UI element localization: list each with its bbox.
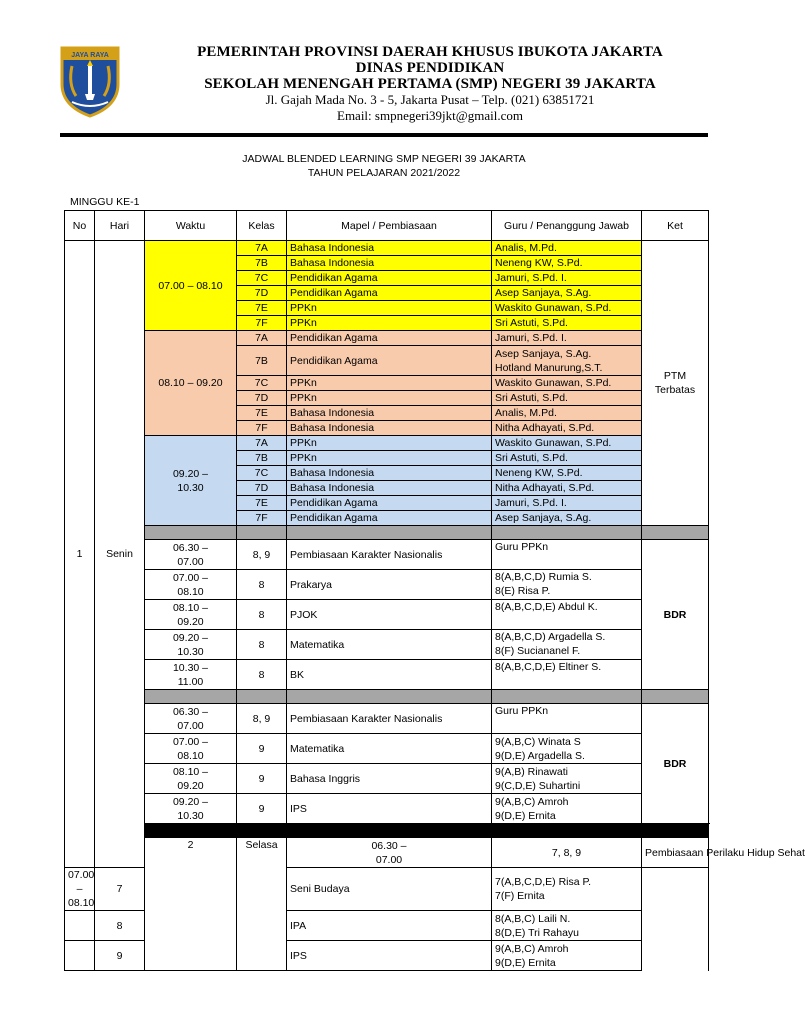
class-cell: 7F bbox=[237, 511, 287, 526]
letterhead bbox=[0, 0, 768, 140]
subject-cell: IPS bbox=[287, 794, 492, 824]
subject-cell: PPKn bbox=[287, 391, 492, 406]
teacher-cell: 9(A,B,C) Amroh 9(D,E) Ernita bbox=[492, 794, 642, 824]
subject-cell: Bahasa Inggris bbox=[287, 764, 492, 794]
letterhead-divider bbox=[60, 133, 708, 137]
subject-cell: Matematika bbox=[287, 734, 492, 764]
class-cell: 8 bbox=[95, 911, 145, 941]
teacher-cell: Guru PPKn bbox=[492, 704, 642, 734]
time-slot: 08.10 – 09.20 bbox=[145, 764, 237, 794]
teacher-cell: 9(A,B,C) Winata S 9(D,E) Argadella S. bbox=[492, 734, 642, 764]
class-cell: 7D bbox=[237, 481, 287, 496]
subject-cell: Bahasa Indonesia bbox=[287, 481, 492, 496]
document-title bbox=[0, 152, 768, 180]
day-name: Selasa bbox=[237, 838, 287, 971]
time-slot: 08.10 – 09.20 bbox=[145, 600, 237, 630]
gov-title: PEMERINTAH PROVINSI DAERAH KHUSUS IBUKOTA JAKARTA bbox=[197, 44, 663, 60]
class-cell: 7D bbox=[237, 391, 287, 406]
col-waktu: Waktu bbox=[145, 211, 237, 241]
time-slot bbox=[65, 911, 95, 941]
teacher-cell: Waskito Gunawan, S.Pd. bbox=[492, 436, 642, 451]
teacher-cell: Neneng KW, S.Pd. bbox=[492, 466, 642, 481]
teacher-cell: Sri Astuti, S.Pd. bbox=[492, 391, 642, 406]
time-slot: 09.20 – 10.30 bbox=[145, 436, 237, 526]
time-slot: 06.30 – 07.00 bbox=[145, 540, 237, 570]
teacher-cell: 7(A,B,C,D,E) Risa P. 7(F) Ernita bbox=[492, 868, 642, 911]
col-kelas: Kelas bbox=[237, 211, 287, 241]
time-slot: 09.20 – 10.30 bbox=[145, 794, 237, 824]
table-row bbox=[65, 660, 709, 690]
class-cell: 8, 9 bbox=[237, 540, 287, 570]
subject-cell: Bahasa Indonesia bbox=[287, 241, 492, 256]
time-slot: 07.00 – 08.10 bbox=[145, 734, 237, 764]
class-cell: 9 bbox=[237, 734, 287, 764]
subject-cell: BK bbox=[287, 660, 492, 690]
subject-cell: Seni Budaya bbox=[287, 868, 492, 911]
schedule-table bbox=[64, 210, 805, 971]
teacher-cell: Jamuri, S.Pd. I. bbox=[492, 271, 642, 286]
class-cell: 7B bbox=[237, 256, 287, 271]
ket-bdr: BDR bbox=[642, 540, 709, 690]
table-row bbox=[65, 794, 709, 824]
col-guru: Guru / Penanggung Jawab bbox=[492, 211, 642, 241]
col-hari: Hari bbox=[95, 211, 145, 241]
time-slot: 06.30 – 07.00 bbox=[287, 838, 492, 868]
teacher-cell: 9(A,B) Rinawati 9(C,D,E) Suhartini bbox=[492, 764, 642, 794]
class-cell: 7D bbox=[237, 286, 287, 301]
subject-cell: Pendidikan Agama bbox=[287, 331, 492, 346]
address: Jl. Gajah Mada No. 3 - 5, Jakarta Pusat – Telp. (021) 63851721 bbox=[265, 92, 595, 107]
subject-cell: Pendidikan Agama bbox=[287, 271, 492, 286]
subject-cell: Pendidikan Agama bbox=[287, 496, 492, 511]
subject-cell: PJOK bbox=[287, 600, 492, 630]
ket-bdr: BDR bbox=[642, 704, 709, 824]
class-cell: 8 bbox=[237, 600, 287, 630]
jakarta-emblem-icon bbox=[58, 44, 122, 118]
time-slot: 07.00 – 08.10 bbox=[145, 570, 237, 600]
subject-cell: IPA bbox=[287, 911, 492, 941]
time-slot bbox=[65, 941, 95, 971]
time-slot: 07.00 – 08.10 bbox=[65, 868, 95, 911]
day-separator-row bbox=[65, 824, 709, 838]
subject-cell: PPKn bbox=[287, 301, 492, 316]
col-no: No bbox=[65, 211, 95, 241]
teacher-cell: 8(A,B,C,D,E) Eltiner S. bbox=[492, 660, 642, 690]
subject-cell: IPS bbox=[287, 941, 492, 971]
dept-title: DINAS PENDIDIKAN bbox=[355, 60, 505, 76]
table-header-row bbox=[65, 211, 709, 241]
teacher-cell: Neneng KW, S.Pd. bbox=[492, 256, 642, 271]
time-slot: 07.00 – 08.10 bbox=[145, 241, 237, 331]
subject-cell: Bahasa Indonesia bbox=[287, 466, 492, 481]
class-cell: 7 bbox=[95, 868, 145, 911]
class-cell: 7F bbox=[237, 421, 287, 436]
subject-cell: Pendidikan Agama bbox=[287, 286, 492, 301]
class-cell: 7, 8, 9 bbox=[492, 838, 642, 868]
subject-cell: PPKn bbox=[287, 376, 492, 391]
day-number: 2 bbox=[145, 838, 237, 971]
class-cell: 7A bbox=[237, 241, 287, 256]
class-cell: 7E bbox=[237, 496, 287, 511]
time-slot: 09.20 – 10.30 bbox=[145, 630, 237, 660]
class-cell: 7A bbox=[237, 436, 287, 451]
class-cell: 8 bbox=[237, 660, 287, 690]
subject-cell: Matematika bbox=[287, 630, 492, 660]
subject-cell: Pendidikan Agama bbox=[287, 346, 492, 376]
class-cell: 7B bbox=[237, 346, 287, 376]
title-line-2: TAHUN PELAJARAN 2021/2022 bbox=[307, 167, 461, 179]
separator-row bbox=[65, 526, 709, 540]
class-cell: 7C bbox=[237, 466, 287, 481]
teacher-cell: 8(A,B,C,D) Argadella S. 8(F) Suciananel F. bbox=[492, 630, 642, 660]
subject-cell: PPKn bbox=[287, 316, 492, 331]
teacher-cell: Asep Sanjaya, S.Ag. bbox=[492, 286, 642, 301]
teacher-cell: Asep Sanjaya, S.Ag. Hotland Manurung,S.T. bbox=[492, 346, 642, 376]
class-cell: 9 bbox=[95, 941, 145, 971]
subject-cell: Prakarya bbox=[287, 570, 492, 600]
title-line-1: JADWAL BLENDED LEARNING SMP NEGERI 39 JAKARTA bbox=[242, 153, 526, 165]
day-name: Senin bbox=[95, 241, 145, 868]
teacher-cell: Waskito Gunawan, S.Pd. bbox=[492, 301, 642, 316]
subject-cell: Pembiasaan Karakter Nasionalis bbox=[287, 704, 492, 734]
class-cell: 9 bbox=[237, 764, 287, 794]
teacher-cell: Analis, M.Pd. bbox=[492, 241, 642, 256]
teacher-cell: 9(A,B,C) Amroh 9(D,E) Ernita bbox=[492, 941, 642, 971]
class-cell: 8, 9 bbox=[237, 704, 287, 734]
subject-cell: Bahasa Indonesia bbox=[287, 406, 492, 421]
time-slot: 06.30 – 07.00 bbox=[145, 704, 237, 734]
table-row bbox=[65, 436, 709, 451]
col-ket: Ket bbox=[642, 211, 709, 241]
table-row bbox=[65, 241, 709, 256]
time-slot: 08.10 – 09.20 bbox=[145, 331, 237, 436]
teacher-cell: Asep Sanjaya, S.Ag. bbox=[492, 511, 642, 526]
teacher-cell: Jamuri, S.Pd. I. bbox=[492, 331, 642, 346]
table-row bbox=[65, 764, 709, 794]
teacher-cell: 8(A,B,C,D) Rumia S. 8(E) Risa P. bbox=[492, 570, 642, 600]
logo-text: JAYA RAYA bbox=[71, 52, 109, 59]
subject-cell: Bahasa Indonesia bbox=[287, 421, 492, 436]
class-cell: 9 bbox=[237, 794, 287, 824]
subject-cell: PPKn bbox=[287, 436, 492, 451]
subject-cell: Bahasa Indonesia bbox=[287, 256, 492, 271]
class-cell: 8 bbox=[237, 630, 287, 660]
day-number: 1 bbox=[65, 241, 95, 868]
school-title: SEKOLAH MENENGAH PERTAMA (SMP) NEGERI 39 JAKARTA bbox=[204, 76, 656, 92]
teacher-cell: Nitha Adhayati, S.Pd. bbox=[492, 481, 642, 496]
table-row bbox=[65, 331, 709, 346]
teacher-cell: 8(A,B,C,D,E) Abdul K. bbox=[492, 600, 642, 630]
class-cell: 7E bbox=[237, 301, 287, 316]
class-cell: 7A bbox=[237, 331, 287, 346]
table-row bbox=[65, 630, 709, 660]
table-row bbox=[65, 570, 709, 600]
teacher-cell: 8(A,B,C) Laili N. 8(D,E) Tri Rahayu bbox=[492, 911, 642, 941]
class-cell: 7E bbox=[237, 406, 287, 421]
subject-cell: Pembiasaan Perilaku Hidup Sehat bbox=[642, 838, 709, 868]
teacher-cell: Analis, M.Pd. bbox=[492, 406, 642, 421]
class-cell: 7C bbox=[237, 271, 287, 286]
teacher-cell: Nitha Adhayati, S.Pd. bbox=[492, 421, 642, 436]
table-row bbox=[65, 734, 709, 764]
separator-row bbox=[65, 690, 709, 704]
subject-cell: PPKn bbox=[287, 451, 492, 466]
table-row bbox=[65, 838, 709, 868]
teacher-cell: Waskito Gunawan, S.Pd. bbox=[492, 376, 642, 391]
teacher-cell: Sri Astuti, S.Pd. bbox=[492, 316, 642, 331]
teacher-cell: Sri Astuti, S.Pd. bbox=[492, 451, 642, 466]
col-mapel: Mapel / Pembiasaan bbox=[287, 211, 492, 241]
email: Email: smpnegeri39jkt@gmail.com bbox=[337, 108, 523, 123]
class-cell: 7C bbox=[237, 376, 287, 391]
subject-cell: Pendidikan Agama bbox=[287, 511, 492, 526]
table-row bbox=[65, 600, 709, 630]
week-label: MINGGU KE-1 bbox=[70, 196, 140, 208]
teacher-cell: Guru PPKn bbox=[492, 540, 642, 570]
class-cell: 8 bbox=[237, 570, 287, 600]
teacher-cell: Jamuri, S.Pd. I. bbox=[492, 496, 642, 511]
ket-ptm: PTM Terbatas bbox=[642, 241, 709, 526]
class-cell: 7F bbox=[237, 316, 287, 331]
table-row bbox=[65, 540, 709, 570]
class-cell: 7B bbox=[237, 451, 287, 466]
table-row bbox=[65, 704, 709, 734]
time-slot: 10.30 – 11.00 bbox=[145, 660, 237, 690]
subject-cell: Pembiasaan Karakter Nasionalis bbox=[287, 540, 492, 570]
